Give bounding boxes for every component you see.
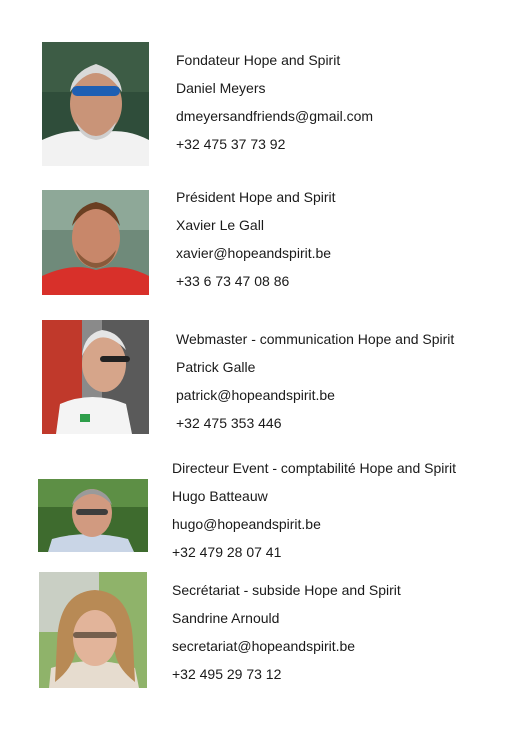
contact-email[interactable]: xavier@hopeandspirit.be <box>176 245 332 261</box>
contact-name: Hugo Batteauw <box>172 488 268 504</box>
contact-role: Fondateur Hope and Spirit <box>176 52 341 68</box>
contact-name: Sandrine Arnould <box>172 610 280 626</box>
contact-email[interactable]: hugo@hopeandspirit.be <box>172 516 321 532</box>
contact-role: Webmaster - communication Hope and Spirit <box>176 331 455 347</box>
contact-email[interactable]: secretariat@hopeandspirit.be <box>172 638 356 654</box>
contact-name: Patrick Galle <box>176 359 256 375</box>
photo-patrick-galle <box>42 320 149 434</box>
contact-phone[interactable]: +32 479 28 07 41 <box>172 544 282 560</box>
photo-daniel-meyers <box>42 42 149 166</box>
photo-hugo-batteauw <box>38 479 148 552</box>
contact-phone[interactable]: +33 6 73 47 08 86 <box>176 273 290 289</box>
contact-role: Directeur Event - comptabilité Hope and Spirit <box>172 460 457 476</box>
contact-phone[interactable]: +32 475 37 73 92 <box>176 136 286 152</box>
photo-xavier-le-gall <box>42 190 149 295</box>
photo-sandrine-arnould <box>39 572 147 688</box>
contact-phone[interactable]: +32 475 353 446 <box>176 415 282 431</box>
contact-email[interactable]: patrick@hopeandspirit.be <box>176 387 335 403</box>
contact-role: Président Hope and Spirit <box>176 189 336 205</box>
contact-name: Xavier Le Gall <box>176 217 264 233</box>
contact-role: Secrétariat - subside Hope and Spirit <box>172 582 401 598</box>
contact-name: Daniel Meyers <box>176 80 266 96</box>
contact-email[interactable]: dmeyersandfriends@gmail.com <box>176 108 374 124</box>
contact-phone[interactable]: +32 495 29 73 12 <box>172 666 282 682</box>
